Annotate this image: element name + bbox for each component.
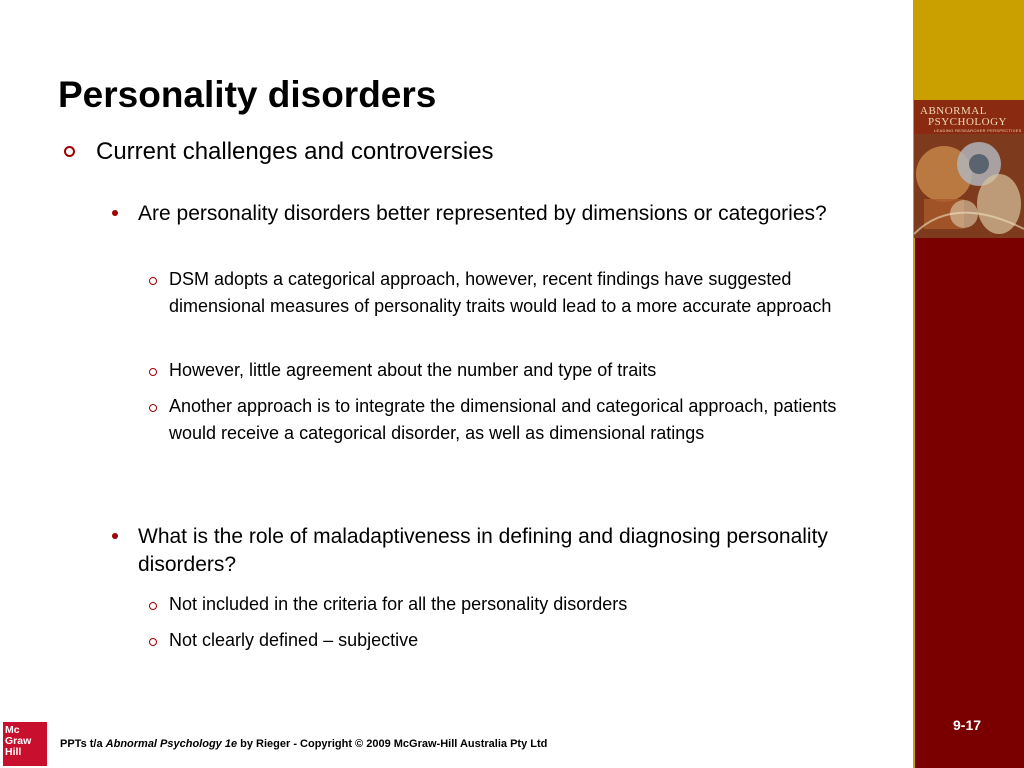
bullet-icon — [149, 638, 157, 646]
logo-line: Mc — [5, 724, 20, 736]
level3-item: DSM adopts a categorical approach, however, recent findings have suggested dimensional measures of personality traits would lead to a more accurate approach — [169, 269, 832, 316]
book-title-line2: PSYCHOLOGY — [928, 116, 1007, 128]
footer-copyright — [60, 738, 547, 750]
bullet-icon — [112, 210, 118, 216]
footer-book-title: Abnormal Psychology 1e — [105, 738, 238, 750]
footer-suffix: by Rieger - Copyright © 2009 McGraw-Hill Australia Pty Ltd — [237, 738, 548, 750]
level3-item: However, little agreement about the number and type of traits — [169, 360, 657, 380]
slide-number: 9-17 — [953, 717, 982, 733]
level3-item: Not clearly defined – subjective — [169, 630, 419, 650]
logo-line: Hill — [5, 746, 22, 758]
bullet-icon — [112, 533, 118, 539]
level2-item: What is the role of maladaptiveness in defining and diagnosing personality disorders? — [138, 525, 828, 576]
level2-item: Are personality disorders better represented by dimensions or categories? — [138, 202, 827, 225]
level3-item: Another approach is to integrate the dimensional and categorical approach, patients would receive a categorical disorder, as well as dimensional ratings — [169, 396, 837, 443]
level3-item: Not included in the criteria for all the personality disorders — [169, 594, 628, 614]
book-cover-image — [914, 100, 1024, 238]
book-title-line1: ABNORMAL — [920, 105, 987, 117]
bullet-icon — [149, 404, 157, 412]
bullet-icon — [149, 368, 157, 376]
book-tagline: LEADING RESEARCHER PERSPECTIVES — [934, 128, 1022, 133]
mcgraw-hill-logo — [3, 722, 47, 766]
bullet-icon — [149, 277, 157, 285]
book-cover-art — [914, 134, 1024, 238]
bullet-icon — [149, 602, 157, 610]
logo-line: Graw — [5, 735, 32, 747]
level1-item: Current challenges and controversies — [96, 138, 494, 165]
footer-prefix: PPTs t/a — [60, 738, 106, 750]
bullet-icon — [64, 146, 75, 157]
sidebar-gold-block — [913, 0, 1024, 100]
slide-title: Personality disorders — [58, 74, 437, 115]
